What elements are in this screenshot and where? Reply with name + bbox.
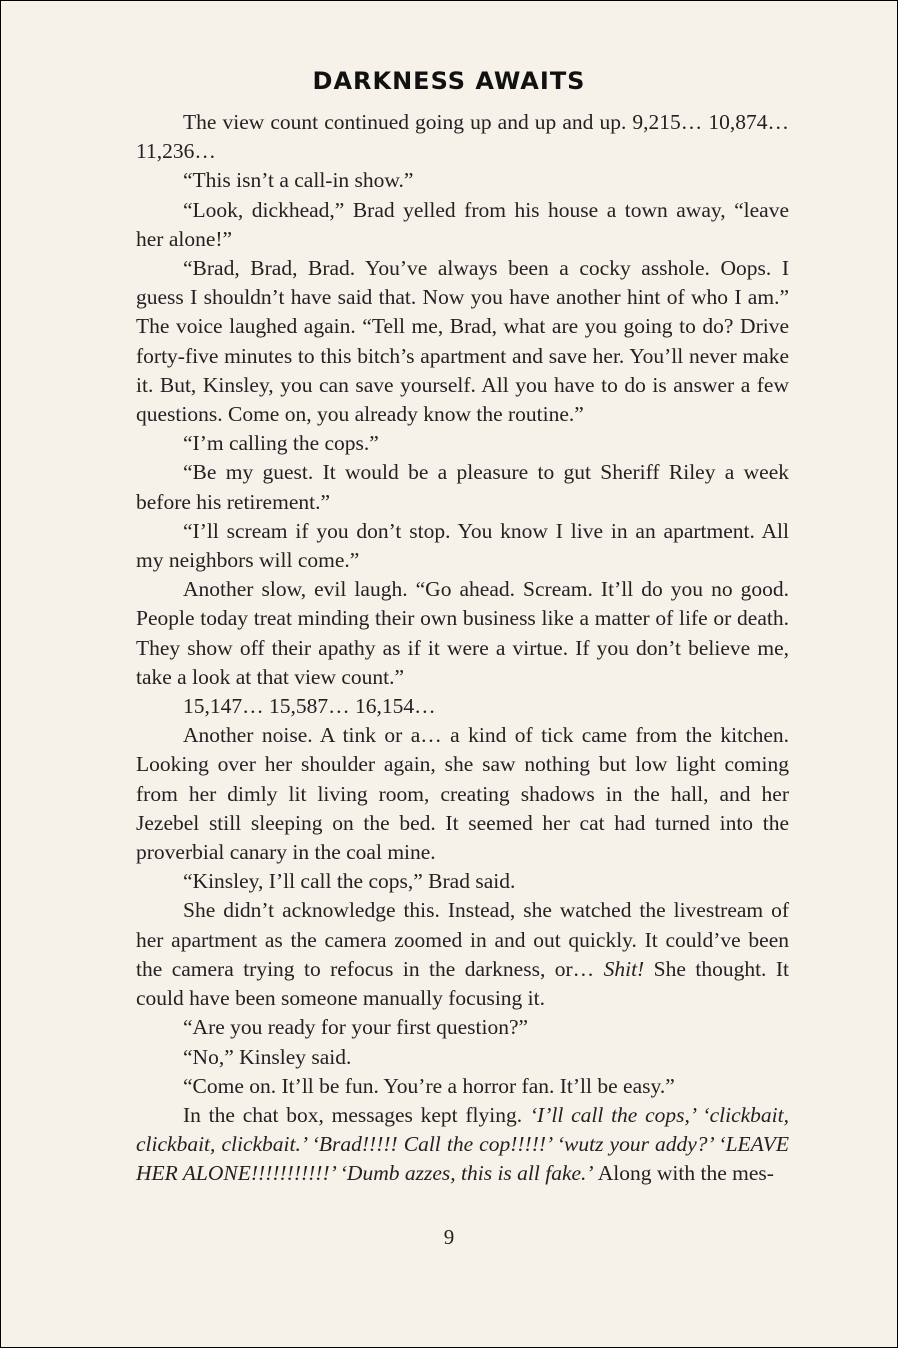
- paragraph: [136, 896, 789, 1013]
- paragraph: [136, 1101, 789, 1189]
- paragraph: Another slow, evil laugh. “Go ahead. Scream. It’ll do you no good. People today treat minding their own business like a matter of life or death. They show off their apathy as if it were a virtue. If you don’t believe me, take a look at that view count.”: [136, 577, 789, 689]
- paragraph: “Be my guest. It would be a pleasure to gut Sheriff Riley a week before his retirement.”: [136, 460, 789, 514]
- paragraph: “Come on. It’ll be fun. You’re a horror fan. It’ll be easy.”: [183, 1073, 675, 1098]
- paragraph: “No,” Kinsley said.: [183, 1044, 352, 1069]
- paragraph: “I’ll scream if you don’t stop. You know I live in an apartment. All my neighbors will come.”: [136, 518, 789, 573]
- paragraph: “Are you ready for your first question?”: [183, 1015, 529, 1040]
- paragraph: “Kinsley, I’ll call the cops,” Brad said.: [183, 869, 516, 894]
- paragraph: 15,147… 15,587… 16,154…: [183, 694, 436, 719]
- paragraph-text: She didn’t acknowledge this. Instead, she watched the livestream of her apartment as the camera zoomed in and out quickly. It could’ve been the camera trying to refocus in the darkness, or…: [136, 898, 789, 981]
- paragraph-text: She thought. It could have been someone manually focusing it.: [136, 956, 789, 1011]
- italic-text: Shit!: [603, 956, 645, 981]
- paragraph-text: In the chat box, messages kept flying.: [183, 1102, 530, 1127]
- paragraph: “This isn’t a call-in show.”: [183, 168, 414, 193]
- page-number: 9: [443, 1225, 455, 1249]
- paragraph: Another noise. A tink or a… a kind of tick came from the kitchen. Looking over her shoulder again, she saw nothing but low light coming from her dimly lit living room, creating shadows in the hall, and her Jezebel still sleeping on the bed. It seemed her cat had turned into the proverbial canary in the coal mine.: [136, 723, 789, 865]
- paragraph: “Brad, Brad, Brad. You’ve always been a cocky asshole. Oops. I guess I shouldn’t have said that. Now you have another hint of who I am.” The voice laughed again. “Tell me, Brad, what are you going to do? Drive forty-five minutes to this bitch’s apartment and save her. You’ll never make it. But, Kinsley, you can save yourself. All you have to do is answer a few questions. Come on, you already know the routine.”: [136, 256, 789, 427]
- paragraph: “I’m calling the cops.”: [183, 431, 379, 456]
- body-text: [136, 108, 789, 1189]
- italic-chat-messages: ‘I’ll call the cops,’ ‘clickbait, clickbait, clickbait.’ ‘Brad!!!!! Call the cop!!!!!’ ‘wutz your addy?’ ‘LEAVE HER ALONE!!!!!!!!!!!’ ‘Dumb azzes, this is all fake.’: [136, 1102, 789, 1186]
- paragraph: The view count continued going up and up and up. 9,215… 10,874… 11,236…: [136, 110, 789, 164]
- running-header: DARKNESS AWAITS: [312, 67, 586, 95]
- paragraph: “Look, dickhead,” Brad yelled from his house a town away, “leave her alone!”: [136, 197, 789, 251]
- paragraph-text: Along with the mes-: [593, 1161, 774, 1186]
